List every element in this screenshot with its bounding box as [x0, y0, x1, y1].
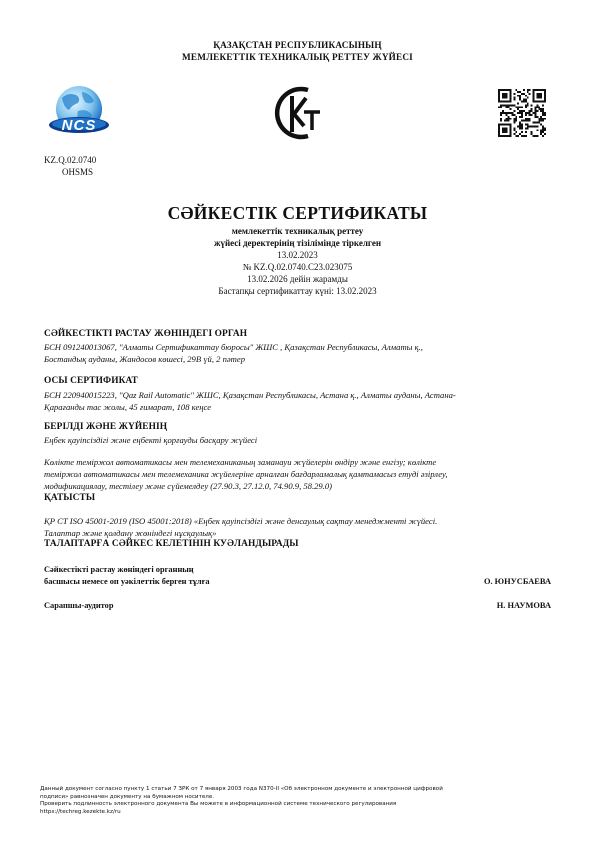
certificate-number: № KZ.Q.02.0740.C23.023075: [242, 262, 353, 272]
subtitle-line-1: мемлекеттік техникалық реттеу: [231, 226, 364, 236]
scope-line-3: модификациялау, тестілеу және сүйемелдеу (27.90.3, 27.12.0, 74.90.9, 58.29.0): [44, 481, 333, 491]
initial-certification-date: Бастапқы сертификаттау күні: 13.02.2023: [218, 286, 377, 296]
holder-line-1: БСН 220940015223, "Qaz Rail Automatic" ЖШС, Қазақстан Республикасы, Астана қ., Алматы ауданы, Астана-: [44, 390, 456, 400]
head-title-line-1: Сәйкестікті растау жөніндегі органның: [44, 565, 194, 574]
footer-link[interactable]: https://techreg.kezekte.kz/ru: [40, 808, 121, 815]
ncs-logo-text: NCS: [61, 117, 97, 134]
qr-code-icon: [498, 89, 546, 137]
system-heading: БЕРІЛДІ ЖӘНЕ ЖҮЙЕНІҢ: [44, 422, 168, 432]
auditor-label: Сарапшы-аудитор: [44, 601, 114, 610]
header-line-2: МЕМЛЕКЕТТІК ТЕХНИКАЛЫҚ РЕТТЕУ ЖҮЙЕСІ: [182, 52, 413, 62]
valid-until: 13.02.2026 дейін жарамды: [247, 274, 348, 284]
head-name: О. ЮНУСБАЕВА: [483, 577, 551, 586]
scheme-code: OHSMS: [62, 167, 94, 177]
kz-conformity-mark-icon: [270, 82, 328, 144]
footer-line-1: Данный документ согласно пункту 1 статьи 7 ЗРК от 7 января 2003 года N370-II «Об электронном документе и электронной цифровой: [40, 786, 443, 792]
holder-heading: ОСЫ СЕРТИФИКАТ: [44, 376, 138, 386]
system-value: Еңбек қауіпсіздігі және еңбекті қорғауды басқару жүйесі: [44, 435, 258, 445]
certification-body-heading: СӘЙКЕСТІКТІ РАСТАУ ЖӨНІНДЕГІ ОРГАН: [44, 329, 248, 339]
footer-line-2: подписи» равнозначен документу на бумажном носителе.: [40, 793, 215, 800]
ncs-logo: [44, 84, 114, 140]
registration-code: KZ.Q.02.0740: [44, 155, 97, 165]
footer-notice: [40, 786, 560, 816]
scope-line-2: теміржол автоматикасы мен телемеханика жүйелеріне арналған бағдарламалық қамтамасыз етуді әзірлеу,: [44, 469, 448, 479]
issue-date: 13.02.2023: [277, 250, 318, 260]
subtitle-line-2: жүйесі деректерінің тізілімінде тіркелген: [213, 238, 382, 248]
certification-body-line-1: БСН 091240013067, "Алматы Сертификаттау бюросы" ЖШС , Қазақстан Республикасы, Алматы қ.,: [44, 342, 423, 352]
holder-line-2: Қарағанды тас жолы, 45 ғимарат, 108 кеңсе: [44, 402, 212, 412]
head-title-line-2: басшысы немесе оп уәкілеттік берген тұлға: [44, 577, 210, 586]
conclusion-text: ТАЛАПТАРҒА СӘЙКЕС КЕЛЕТІНІН КУӘЛАНДЫРАДЫ: [44, 539, 299, 549]
footer-line-3: Проверить подлинность электронного документа Вы можете в информационной системе технического регулирования: [40, 801, 397, 808]
auditor-name: Н. НАУМОВА: [496, 601, 551, 610]
certificate-title: СӘЙКЕСТІК СЕРТИФИКАТЫ: [167, 203, 428, 223]
relation-heading: ҚАТЫСТЫ: [44, 493, 96, 503]
standard-line-2: Талаптар және қолдану жөніндегі нұсқаулық»: [44, 528, 217, 538]
scope-line-1: Көлікте теміржол автоматикасы мен телемеханиканың заманауи жүйелерін өндіру және енгізу; көлікте: [44, 457, 437, 467]
standard-line-1: ҚР СТ ISO 45001-2019 (ISO 45001:2018) «Еңбек қауіпсіздігі және денсаулық сақтау менеджменті жүйесі.: [44, 516, 438, 526]
certification-body-line-2: Бостандық ауданы, Жандосов көшесі, 29В үй, 2 пәтер: [44, 354, 245, 364]
header-line-1: ҚАЗАҚСТАН РЕСПУБЛИКАСЫНЫҢ: [213, 40, 382, 50]
